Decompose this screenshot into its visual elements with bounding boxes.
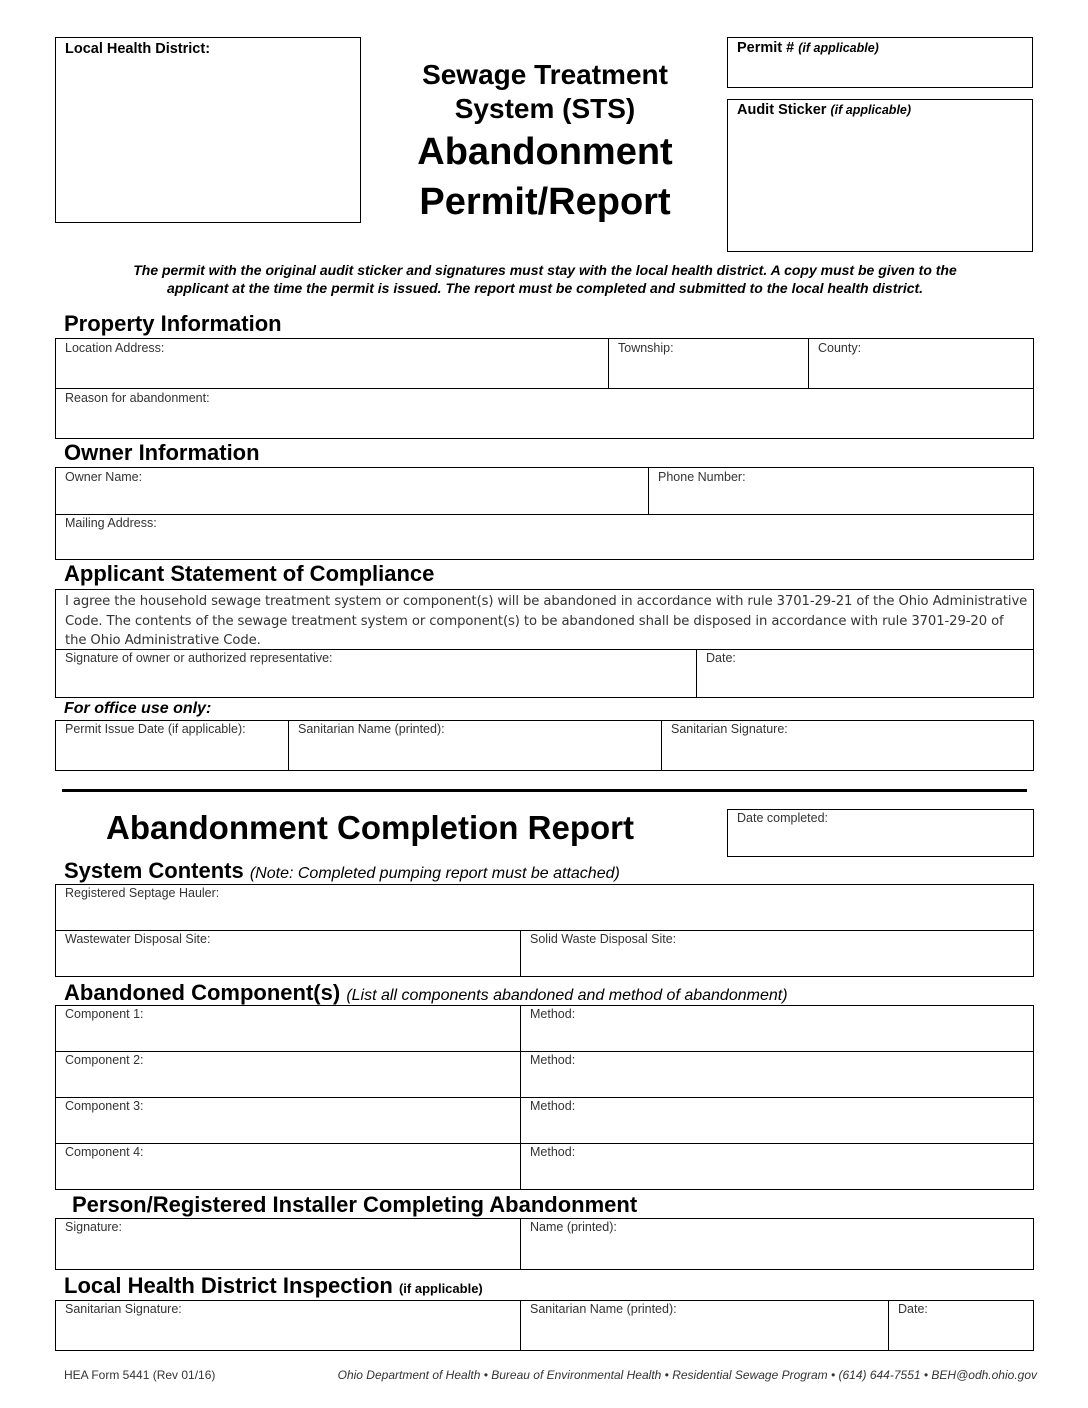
- compliance-text: [65, 592, 1028, 651]
- section-divider: [62, 789, 1027, 792]
- location-address-label: Location Address:: [65, 341, 165, 355]
- method-2-label: Method:: [530, 1053, 576, 1067]
- inspection-heading: [64, 1273, 483, 1299]
- owner-heading: Owner Information: [64, 440, 260, 465]
- phone-number-label: Phone Number:: [658, 470, 746, 484]
- installer-name-field[interactable]: [520, 1218, 1034, 1270]
- component-4-label: Component 4:: [65, 1145, 144, 1159]
- component-2-field[interactable]: [55, 1051, 521, 1098]
- solid-waste-site-field[interactable]: [520, 930, 1034, 977]
- method-1-label: Method:: [530, 1007, 576, 1021]
- method-2-field[interactable]: [520, 1051, 1034, 1098]
- method-3-field[interactable]: [520, 1097, 1034, 1144]
- office-sanitarian-signature-label: Sanitarian Signature:: [671, 722, 788, 736]
- method-4-label: Method:: [530, 1145, 576, 1159]
- system-contents-title: System Contents: [64, 858, 244, 883]
- components-heading: [64, 980, 788, 1006]
- local-health-district-box[interactable]: [55, 37, 361, 223]
- phone-number-field[interactable]: [648, 467, 1034, 515]
- instructions-line-2: applicant at the time the permit is issued. The report must be completed and submitted to the local health district.: [166, 280, 924, 296]
- reason-field[interactable]: [55, 388, 1034, 439]
- office-sanitarian-name-label: Sanitarian Name (printed):: [298, 722, 445, 736]
- method-4-field[interactable]: [520, 1143, 1034, 1190]
- method-1-field[interactable]: [520, 1005, 1034, 1052]
- wastewater-site-label: Wastewater Disposal Site:: [65, 932, 211, 946]
- system-contents-heading: [64, 858, 620, 884]
- date-completed-label: Date completed:: [737, 811, 829, 825]
- components-note: (List all components abandoned and method of abandonment): [346, 987, 788, 1004]
- inspection-date-label: Date:: [898, 1302, 928, 1316]
- inspection-date-field[interactable]: [888, 1300, 1034, 1351]
- report-title: Abandonment Completion Report: [106, 809, 634, 846]
- office-use-heading: For office use only:: [64, 700, 212, 717]
- form-id: HEA Form 5441 (Rev 01/16): [64, 1368, 216, 1382]
- solid-waste-site-label: Solid Waste Disposal Site:: [530, 932, 677, 946]
- owner-signature-label: Signature of owner or authorized representative:: [65, 651, 333, 665]
- installer-name-label: Name (printed):: [530, 1220, 617, 1234]
- audit-label-text: Audit Sticker: [737, 102, 827, 118]
- title-line-2: System (STS): [454, 93, 636, 124]
- permit-number-box[interactable]: [727, 37, 1033, 88]
- component-3-field[interactable]: [55, 1097, 521, 1144]
- permit-label-text: Permit #: [737, 40, 795, 56]
- component-1-field[interactable]: [55, 1005, 521, 1052]
- septage-hauler-label: Registered Septage Hauler:: [65, 886, 220, 900]
- county-label: County:: [818, 341, 862, 355]
- mailing-address-field[interactable]: [55, 514, 1034, 560]
- permit-number-label: [737, 40, 879, 56]
- installer-heading: Person/Registered Installer Completing Abandonment: [72, 1192, 638, 1217]
- owner-signature-date-field[interactable]: [696, 649, 1034, 698]
- compliance-line-3: the Ohio Administrative Code.: [65, 633, 261, 648]
- owner-name-label: Owner Name:: [65, 470, 143, 484]
- property-heading: Property Information: [64, 311, 282, 336]
- audit-sticker-box[interactable]: [727, 99, 1033, 252]
- installer-signature-label: Signature:: [65, 1220, 122, 1234]
- permit-note: (if applicable): [798, 41, 879, 55]
- title-line-1: Sewage Treatment: [422, 59, 668, 90]
- septage-hauler-field[interactable]: [55, 884, 1034, 931]
- compliance-line-1: I agree the household sewage treatment system or component(s) will be abandoned in accordance with rule 3701-29-21 of the Ohio Administrative: [65, 594, 1028, 609]
- owner-name-field[interactable]: [55, 467, 649, 515]
- township-label: Township:: [618, 341, 674, 355]
- inspection-note: (if applicable): [398, 1281, 483, 1296]
- agency-contact: Ohio Department of Health • Bureau of Environmental Health • Residential Sewage Program • (614) 644-7551 • BEH@odh.ohio.gov: [337, 1368, 1037, 1382]
- components-title: Abandoned Component(s): [64, 980, 341, 1005]
- title-line-3: Abandonment: [417, 131, 673, 173]
- inspection-name-field[interactable]: [520, 1300, 889, 1351]
- local-health-district-label: Local Health District:: [65, 41, 211, 57]
- township-field[interactable]: [608, 338, 809, 389]
- installer-signature-field[interactable]: [55, 1218, 521, 1270]
- mailing-address-label: Mailing Address:: [65, 516, 157, 530]
- wastewater-site-field[interactable]: [55, 930, 521, 977]
- inspection-title: Local Health District Inspection: [64, 1273, 393, 1298]
- inspection-signature-label: Sanitarian Signature:: [65, 1302, 182, 1316]
- office-sanitarian-name-field[interactable]: [288, 720, 662, 771]
- permit-issue-date-label: Permit Issue Date (if applicable):: [65, 722, 246, 736]
- reason-label: Reason for abandonment:: [65, 391, 210, 405]
- permit-issue-date-field[interactable]: [55, 720, 289, 771]
- county-field[interactable]: [808, 338, 1034, 389]
- owner-signature-date-label: Date:: [706, 651, 736, 665]
- inspection-name-label: Sanitarian Name (printed):: [530, 1302, 677, 1316]
- component-2-label: Component 2:: [65, 1053, 144, 1067]
- method-3-label: Method:: [530, 1099, 576, 1113]
- compliance-line-2: Code. The contents of the sewage treatment system or component(s) to be abandoned shall be disposed in accordance with rule 3701-29-20 of: [65, 613, 1004, 629]
- audit-sticker-label: [737, 102, 911, 118]
- date-completed-field[interactable]: [727, 809, 1034, 857]
- component-4-field[interactable]: [55, 1143, 521, 1190]
- office-sanitarian-signature-field[interactable]: [661, 720, 1034, 771]
- audit-note: (if applicable): [830, 103, 912, 117]
- location-address-field[interactable]: [55, 338, 609, 389]
- compliance-heading: Applicant Statement of Compliance: [64, 561, 435, 586]
- system-contents-note: (Note: Completed pumping report must be attached): [249, 865, 620, 882]
- instructions-line-1: The permit with the original audit sticker and signatures must stay with the local health district. A copy must be given to the: [133, 262, 957, 278]
- compliance-statement: [55, 589, 1034, 650]
- instructions: [55, 261, 1035, 297]
- inspection-signature-field[interactable]: [55, 1300, 521, 1351]
- owner-signature-field[interactable]: [55, 649, 697, 698]
- title-line-4: Permit/Report: [419, 181, 671, 223]
- form-title: [380, 58, 710, 226]
- component-3-label: Component 3:: [65, 1099, 144, 1113]
- component-1-label: Component 1:: [65, 1007, 144, 1021]
